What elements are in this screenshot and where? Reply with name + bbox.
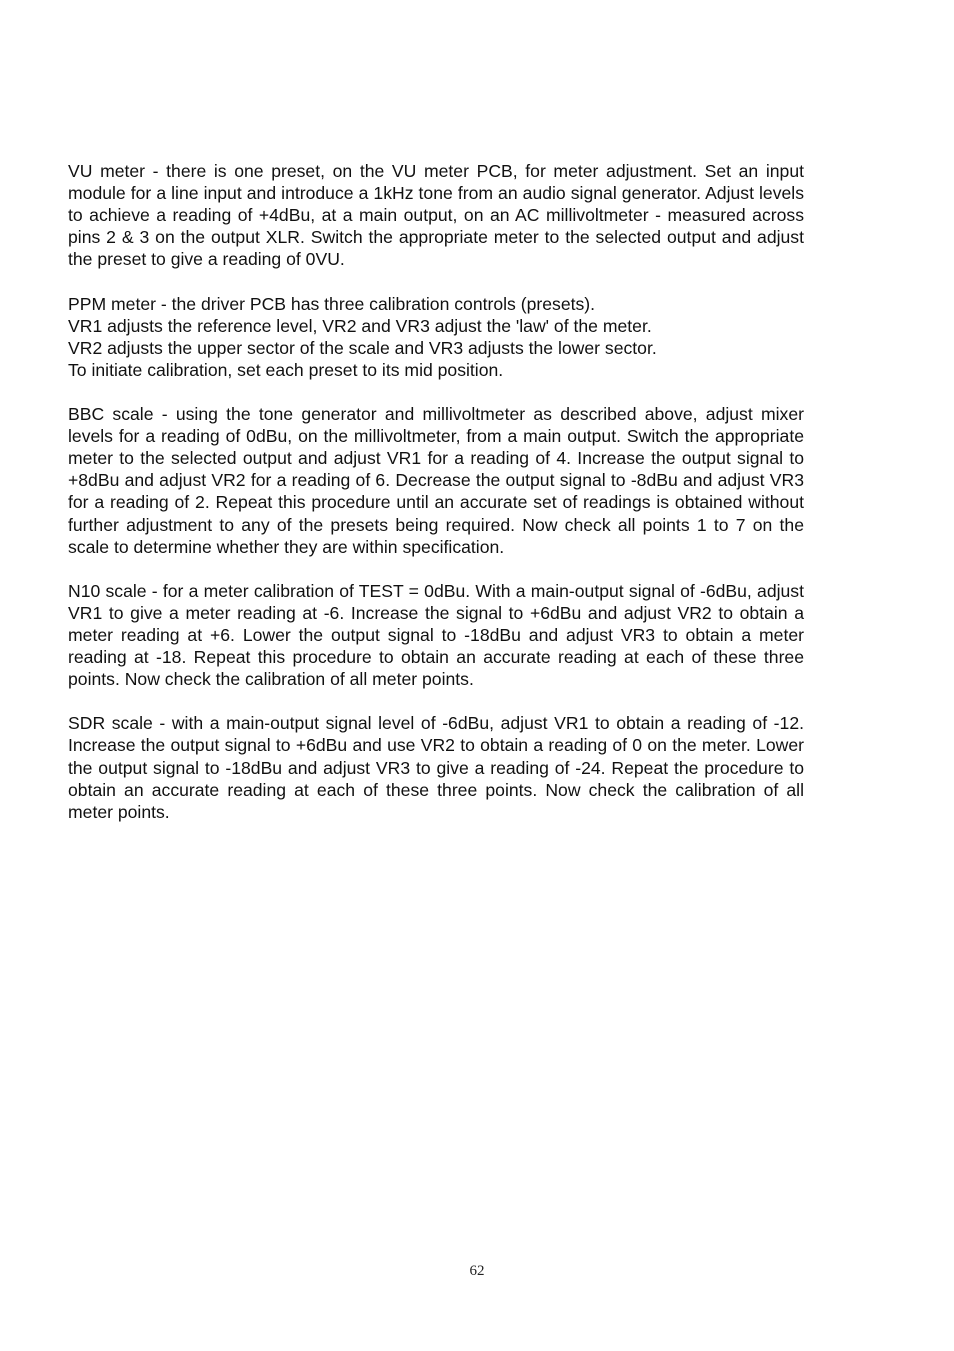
ppm-line: PPM meter - the driver PCB has three calibration controls (presets).	[68, 293, 596, 314]
paragraph-ppm-meter	[68, 293, 804, 381]
paragraph-bbc-scale: BBC scale - using the tone generator and millivoltmeter as described above, adjust mixer levels for a reading of 0dBu, on the millivoltmeter, from a main output. Switch the appropriate meter to the selected output and adjust VR1 for a reading of 4. Increase the output signal to +8dBu and adjust VR2 for a reading of 6. Decrease the output signal to -8dBu and adjust VR3 for a reading of 2. Repeat this procedure until an accurate set of readings is obtained without further adjustment to any of the presets being required. Now check all points 1 to 7 on the scale to determine whether they are within specification.	[68, 404, 804, 557]
ppm-line: VR2 adjusts the upper sector of the scale and VR3 adjusts the lower sector.	[68, 337, 657, 358]
paragraph-n10-scale: N10 scale - for a meter calibration of TEST = 0dBu. With a main-output signal of -6dBu, adjust VR1 to give a meter reading at -6. Increase the signal to +6dBu and adjust VR2 to obtain a meter reading at +6. Lower the output signal to -18dBu and adjust VR3 to obtain a meter reading at -18. Repeat this procedure to obtain an accurate reading at each of these three points. Now check the calibration of all meter points.	[68, 580, 804, 690]
ppm-line: VR1 adjusts the reference level, VR2 and VR3 adjust the 'law' of the meter.	[68, 315, 652, 336]
paragraph-sdr-scale: SDR scale - with a main-output signal level of -6dBu, adjust VR1 to obtain a reading of -12. Increase the output signal to +6dBu and use VR2 to obtain a reading of 0 on the meter. Lower the output signal to -18dBu and adjust VR3 to give a reading of -24. Repeat the procedure to obtain an accurate reading at each of these three points. Now check the calibration of all meter points.	[68, 713, 804, 822]
page-number: 62	[469, 1263, 485, 1279]
paragraph-vu-meter: VU meter - there is one preset, on the VU meter PCB, for meter adjustment. Set an input module for a line input and introduce a 1kHz tone from an audio signal generator. Adjust levels to achieve a reading of +4dBu, at a main output, on an AC millivoltmeter - measured across pins 2 & 3 on the output XLR. Switch the appropriate meter to the selected output and adjust the preset to give a reading of 0VU.	[68, 161, 804, 270]
body-text	[68, 160, 804, 845]
ppm-line: To initiate calibration, set each preset to its mid position.	[68, 359, 504, 380]
